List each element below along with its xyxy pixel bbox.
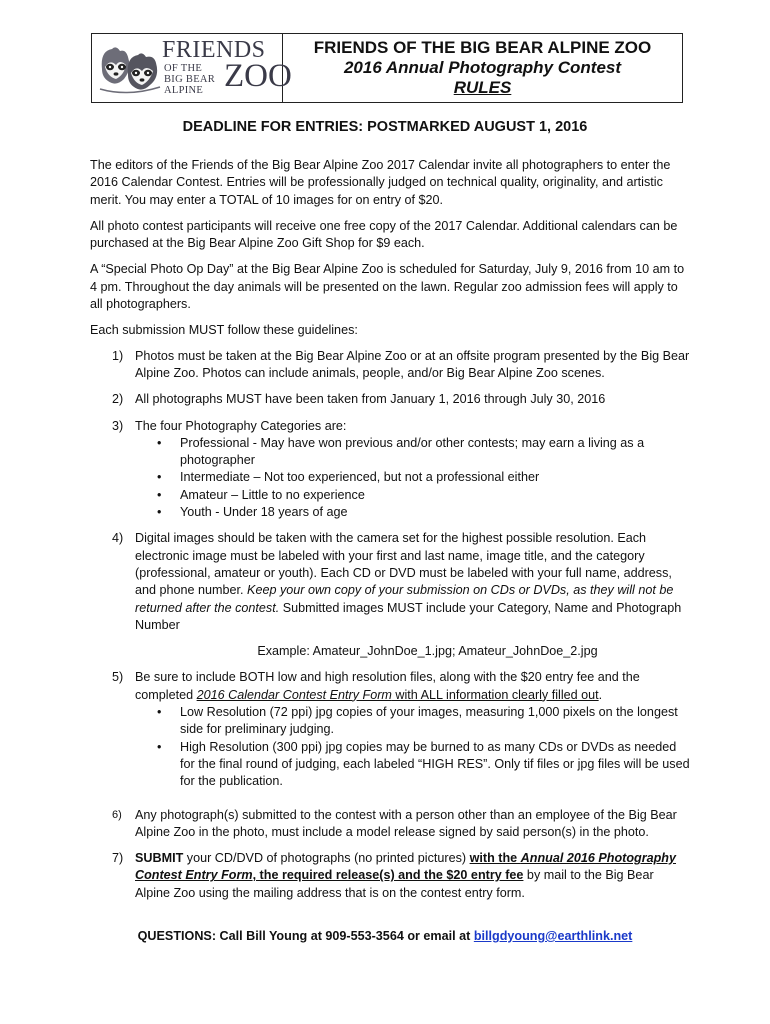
bullet-item: • Youth - Under 18 years of age bbox=[135, 504, 690, 521]
list-number: 7) bbox=[112, 851, 124, 866]
entry-form-reference: 2016 Calendar Contest Entry Form bbox=[196, 687, 392, 702]
header-title-block bbox=[283, 34, 682, 102]
list-item bbox=[90, 348, 690, 383]
list-item-text: Be sure to include BOTH low and high resolution files, along with the $20 entry fee and the completed bbox=[135, 670, 640, 702]
list-number: 5) bbox=[112, 670, 124, 685]
logo bbox=[92, 34, 292, 102]
list-item-text: . bbox=[598, 687, 603, 702]
bullet-item: • Intermediate – Not too experienced, but not a professional either bbox=[135, 469, 690, 486]
submit-keyword: SUBMIT bbox=[135, 851, 184, 866]
list-item bbox=[90, 669, 690, 790]
email-link[interactable]: billgdyoung@earthlink.net bbox=[473, 929, 633, 943]
list-item-text: All photographs MUST have been taken from January 1, 2016 through July 30, 2016 bbox=[135, 392, 606, 407]
list-item-underlined-text: with ALL information clearly filled out bbox=[391, 687, 599, 702]
bullet-item: • Amateur – Little to no experience bbox=[135, 487, 690, 504]
bullet-item: • Low Resolution (72 ppi) jpg copies of your images, measuring 1,000 pixels on the longest side for preliminary judging. bbox=[135, 704, 690, 739]
photo-op-paragraph: A “Special Photo Op Day” at the Big Bear Alpine Zoo is scheduled for Saturday, July 9, 2016 from 10 am to 4 pm. Throughout the day animals will be presented on the lawn. Regular zoo admission fees will apply to all photographers. bbox=[90, 262, 685, 312]
list-item bbox=[90, 530, 690, 660]
list-item bbox=[90, 418, 690, 522]
page-title: FRIENDS OF THE BIG BEAR ALPINE ZOO bbox=[313, 38, 652, 57]
list-item bbox=[90, 850, 690, 902]
calendar-paragraph: All photo contest participants will receive one free copy of the 2017 Calendar. Additional calendars can be purchased at the Big Bear Alpine Zoo Gift Shop for $9 each. bbox=[90, 218, 678, 251]
entry-form-reference: Annual 2016 Photography Contest Entry Form bbox=[135, 851, 677, 883]
list-item bbox=[90, 807, 690, 842]
list-number: 3) bbox=[112, 418, 124, 433]
logo-alpine-text: ALPINE bbox=[164, 85, 204, 96]
list-item-text: Photos must be taken at the Big Bear Alpine Zoo or at an offsite program presented by the Big Bear Alpine Zoo. Photos can include animals, people, and/or Big Bear Alpine Zoo scenes. bbox=[135, 348, 690, 380]
questions-line bbox=[0, 929, 770, 943]
list-item-text: The four Photography Categories are: bbox=[135, 418, 347, 433]
page-subtitle: 2016 Annual Photography Contest bbox=[343, 58, 622, 77]
guidelines-intro: Each submission MUST follow these guidelines: bbox=[90, 323, 358, 338]
bullet-item: • High Resolution (300 ppi) jpg copies may be burned to as many CDs or DVDs as needed for the final round of judging, each labeled “HIGH RES”. Only tif files or jpg files will be used for the publication. bbox=[135, 739, 690, 791]
rules-body bbox=[90, 157, 690, 911]
list-item-text: your CD/DVD of photographs (no printed pictures) bbox=[183, 851, 470, 866]
filename-example: Example: Amateur_JohnDoe_1.jpg; Amateur_JohnDoe_2.jpg bbox=[257, 644, 598, 659]
list-number: 1) bbox=[112, 348, 124, 363]
list-item-text: Any photograph(s) submitted to the contest with a person other than an employee of the Big Bear Alpine Zoo in the photo, must include a model release signed by said person(s) in the photo. bbox=[135, 807, 677, 839]
category-bullets bbox=[135, 435, 690, 521]
logo-ofthe-text: OF THE bbox=[164, 63, 203, 74]
list-item-text: Digital images should be taken with the camera set for the highest possible resolution. Each electronic image must be labeled with your first and last name, image title, and the category (professional, amateur or youth). Each CD or DVD must be labeled with your full name, address, and phone number. bbox=[135, 531, 672, 598]
list-item-text: by mail to the Big Bear Alpine Zoo using the mailing address that is on the contest entry form. bbox=[135, 868, 654, 900]
header-box bbox=[91, 33, 683, 103]
bullet-item: • Professional - May have won previous and/or other contests; may earn a living as a photographer bbox=[135, 435, 690, 470]
resolution-bullets bbox=[135, 704, 690, 790]
logo-wordmark bbox=[162, 37, 292, 98]
list-item-text: Submitted images MUST include your Category, Name and Photograph Number bbox=[135, 600, 682, 632]
list-number: 2) bbox=[112, 392, 124, 407]
list-number: 4) bbox=[112, 531, 124, 546]
logo-bigbear-text: BIG BEAR bbox=[164, 74, 216, 85]
list-item-bold-text: , the required release(s) and the $20 entry fee bbox=[252, 868, 524, 883]
deadline-heading: DEADLINE FOR ENTRIES: POSTMARKED AUGUST 1, 2016 bbox=[182, 119, 588, 135]
list-number: 6) bbox=[112, 808, 122, 821]
list-item-bold-text: with the bbox=[469, 851, 521, 866]
list-item bbox=[90, 391, 690, 408]
rules-heading: RULES bbox=[453, 78, 512, 97]
logo-friends-text: FRIENDS bbox=[162, 37, 266, 63]
raccoon-logo-icon bbox=[98, 39, 162, 97]
guidelines-list bbox=[90, 348, 690, 902]
logo-zoo-text: ZOO bbox=[224, 58, 292, 94]
questions-text: QUESTIONS: Call Bill Young at 909-553-3564 or email at bbox=[137, 929, 474, 943]
intro-paragraph: The editors of the Friends of the Big Bear Alpine Zoo 2017 Calendar invite all photographers to enter the 2016 Calendar Contest. Entries will be professionally judged on technical quality, originality, and artistic merit. You may enter a TOTAL of 10 images for on entry of $20. bbox=[90, 158, 671, 207]
list-item-italic-text: Keep your own copy of your submission on CDs or DVDs, as they will not be returned after the contest. bbox=[135, 583, 674, 615]
